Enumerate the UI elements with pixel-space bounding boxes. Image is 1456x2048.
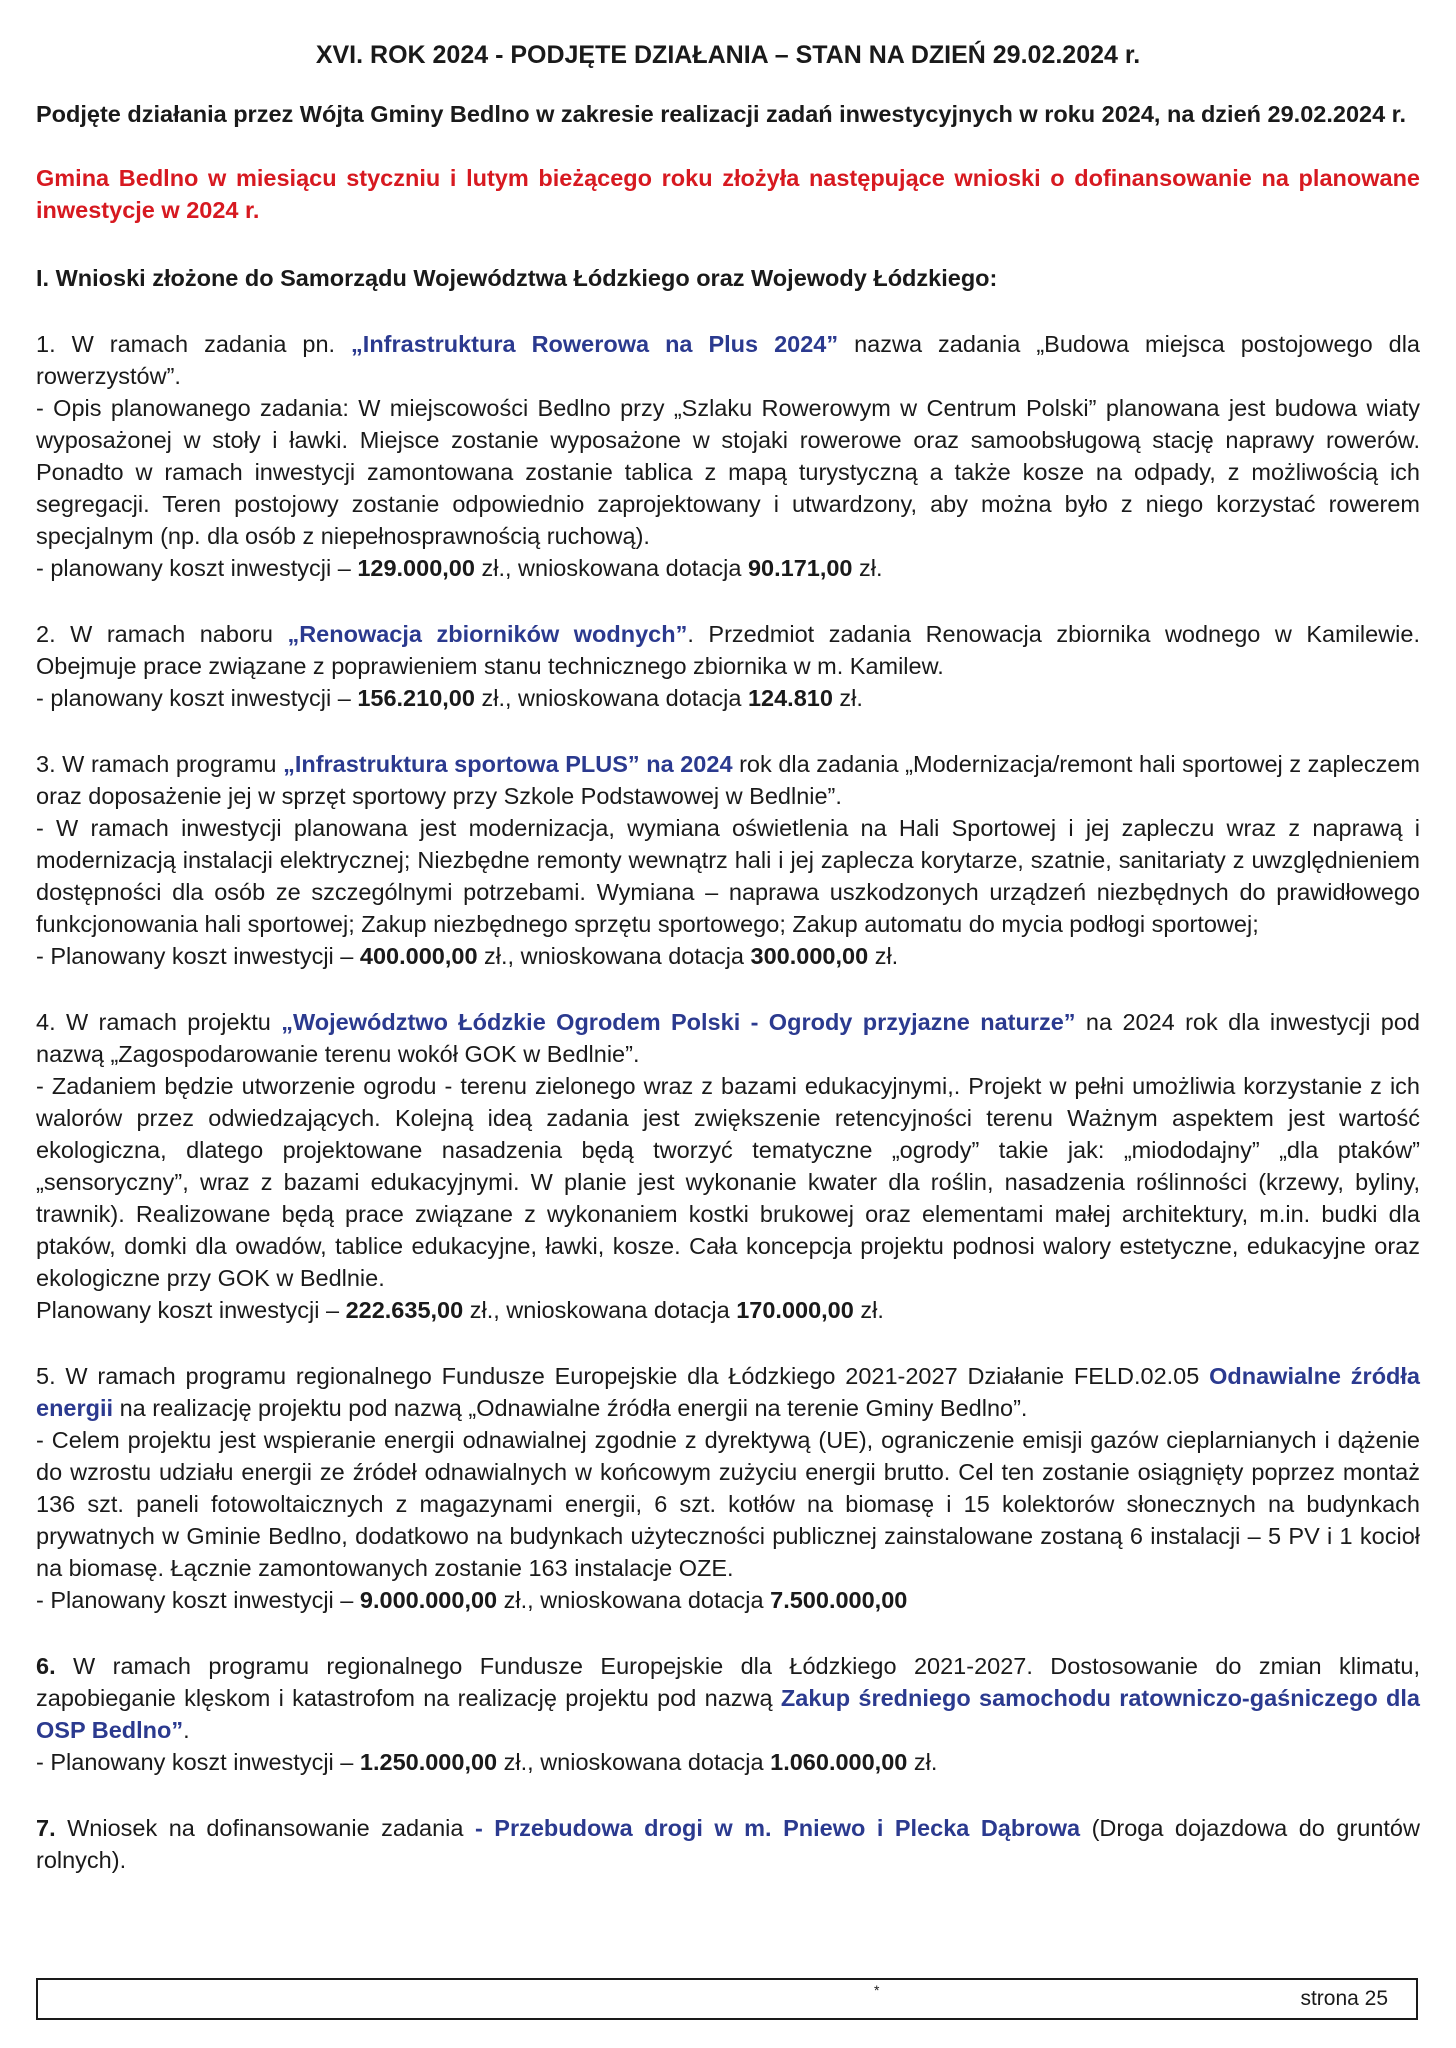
item-4-grant-value: 170.000,00 <box>736 1297 854 1323</box>
item-6-cost: - Planowany koszt inwestycji – 1.250.000,00 zł., wnioskowana dotacja 1.060.000,00 zł. <box>36 1749 938 1775</box>
footer-marker: * <box>874 1982 880 1998</box>
application-item-5 <box>36 1360 1420 1616</box>
item-3-program: „Infrastruktura sportowa PLUS” na 2024 <box>283 751 733 777</box>
item-2-grant-value: 124.810 <box>747 685 833 711</box>
item-4-title: 4. W ramach projektu „Województwo Łódzkie Ogrodem Polski - Ogrody przyjazne naturze” na 2024 rok dla inwestycji pod nazwą „Zagospodarowanie terenu wokół GOK w Bedlnie”. <box>36 1009 1421 1067</box>
item-1-title: 1. W ramach zadania pn. „Infrastruktura Rowerowa na Plus 2024” nazwa zadania „Budowa miejsca postojowego dla rowerzystów”. <box>36 331 1420 389</box>
page-number: strona 25 <box>1300 1987 1388 2010</box>
item-7-program: - Przebudowa drogi w m. Pniewo i Plecka Dąbrowa <box>474 1815 1081 1841</box>
item-7-title: 7. Wniosek na dofinansowanie zadania - Przebudowa drogi w m. Pniewo i Plecka Dąbrowa (Droga dojazdowa do gruntów rolnych). <box>36 1815 1420 1873</box>
item-3-title: 3. W ramach programu „Infrastruktura sportowa PLUS” na 2024 rok dla zadania „Modernizacja/remont hali sportowej z zapleczem oraz doposażenie jej w sprzęt sportowy przy Szkole Podstawowej w Bedlnie”. <box>36 751 1420 809</box>
item-6-title: 6. W ramach programu regionalnego Fundusze Europejskie dla Łódzkiego 2021-2027. Dostosowanie do zmian klimatu, zapobieganie klęskom i katastrofom na realizację projektu pod nazwą Zakup średniego samochodu ratowniczo-gaśniczego dla OSP Bedlno”. <box>36 1653 1420 1743</box>
page-title: XVI. ROK 2024 - PODJĘTE DZIAŁANIA – STAN NA DZIEŃ 29.02.2024 r. <box>315 41 1141 69</box>
item-4-cost-value: 222.635,00 <box>345 1297 464 1323</box>
item-1-description: - Opis planowanego zadania: W miejscowości Bedlno przy „Szlaku Rowerowym w Centrum Polski” planowana jest budowa wiaty wyposażonej w stoły i ławki. Miejsce zostanie wyposażone w stojaki rowerowe oraz samoobsługową stację naprawy rowerów. Ponadto w ramach inwestycji zamontowana zostanie tablica z mapą turystyczną a także kosze na odpady, z możliwością ich segregacji. Teren postojowy zostanie odpowiednio zaprojektowany i utwardzony, aby można było z niego korzystać rowerem specjalnym (np. dla osób z niepełnosprawnością ruchową). <box>36 395 1420 549</box>
item-1-cost-value: 129.000,00 <box>357 555 475 581</box>
item-2-program: „Renowacja zbiorników wodnych” <box>287 621 688 647</box>
item-1-program: „Infrastruktura Rowerowa na Plus 2024” <box>351 331 839 357</box>
application-item-7 <box>36 1812 1420 1876</box>
application-item-3 <box>36 748 1420 972</box>
item-2-cost: - planowany koszt inwestycji – 156.210,00 zł., wnioskowana dotacja 124.810 zł. <box>36 685 863 711</box>
application-item-2 <box>36 618 1420 714</box>
application-item-1 <box>36 328 1420 584</box>
item-7-number: 7. <box>36 1815 56 1841</box>
item-5-program: Odnawialne źródła energii <box>36 1363 1420 1421</box>
item-6-grant-value: 1.060.000,00 <box>770 1749 908 1775</box>
red-note: Gmina Bedlno w miesiącu styczniu i lutym bieżącego roku złożyła następujące wnioski o dofinansowanie na planowane inwestycje w 2024 r. <box>36 165 1420 223</box>
item-3-description: - W ramach inwestycji planowana jest modernizacja, wymiana oświetlenia na Hali Sportowej i jej zapleczu wraz z naprawą i modernizacją instalacji elektrycznej; Niezbędne remonty wewnątrz hali i jej zaplecza korytarze, szatnie, sanitariaty z uwzględnieniem dostępności dla osób ze szczególnymi potrzebami. Wymiana – naprawa uszkodzonych urządzeń niezbędnych do prawidłowego funkcjonowania hali sportowej; Zakup niezbędnego sprzętu sportowego; Zakup automatu do mycia podłogi sportowej; <box>36 815 1420 937</box>
section-heading: I. Wnioski złożone do Samorządu Województwa Łódzkiego oraz Wojewody Łódzkiego: <box>36 265 998 291</box>
item-5-title: 5. W ramach programu regionalnego Fundusze Europejskie dla Łódzkiego 2021-2027 Działanie FELD.02.05 Odnawialne źródła energii na realizację projektu pod nazwą „Odnawialne źródła energii na terenie Gminy Bedlno”. <box>36 1363 1420 1421</box>
item-3-cost: - Planowany koszt inwestycji – 400.000,00 zł., wnioskowana dotacja 300.000,00 zł. <box>36 943 899 969</box>
item-6-program: Zakup średniego samochodu ratowniczo-gaśniczego dla OSP Bedlno” <box>36 1685 1420 1743</box>
item-6-number: 6. <box>36 1653 56 1679</box>
item-1-cost: - planowany koszt inwestycji – 129.000,00 zł., wnioskowana dotacja 90.171,00 zł. <box>36 555 883 581</box>
item-6-cost-value: 1.250.000,00 <box>359 1749 498 1775</box>
item-5-grant-value: 7.500.000,00 <box>770 1587 908 1613</box>
application-item-6 <box>36 1650 1420 1778</box>
item-3-grant-value: 300.000,00 <box>750 943 869 969</box>
item-3-cost-value: 400.000,00 <box>359 943 478 969</box>
intro-paragraph: Podjęte działania przez Wójta Gminy Bedlno w zakresie realizacji zadań inwestycyjnych w roku 2024, na dzień 29.02.2024 r. <box>36 101 1407 127</box>
document-page <box>36 40 1420 1910</box>
application-item-4 <box>36 1006 1420 1326</box>
item-5-description: - Celem projektu jest wspieranie energii odnawialnej zgodnie z dyrektywą (UE), ograniczenie emisji gazów cieplarnianych i dążenie do wzrostu udziału energii ze źródeł odnawialnych w końcowym zużyciu energii brutto. Cel ten zostanie osiągnięty poprzez montaż 136 szt. paneli fotowoltaicznych z magazynami energii, 6 szt. kotłów na biomasę i 15 kolektorów słonecznych na budynkach prywatnych w Gminie Bedlno, dodatkowo na budynkach użyteczności publicznej zainstalowane zostaną 6 instalacji – 5 PV i 1 kocioł na biomasę. Łącznie zamontowanych zostanie 163 instalacje OZE. <box>36 1427 1420 1581</box>
page-footer <box>36 1978 1418 2020</box>
item-4-description: - Zadaniem będzie utworzenie ogrodu - terenu zielonego wraz z bazami edukacyjnymi,. Projekt w pełni umożliwia korzystanie z ich walorów przez odwiedzających. Kolejną ideą zadania jest zwiększenie retencyjności terenu Ważnym aspektem jest wartość ekologiczna, dlatego projektowane nasadzenia będą tworzyć tematyczne „ogrody” takie jak: „miododajny” „dla ptaków” „sensoryczny”, wraz z bazami edukacyjnymi. W planie jest wykonanie kwater dla roślin, nasadzenia roślinności (krzewy, byliny, trawnik). Realizowane będą prace związane z wykonaniem kostki brukowej oraz elementami małej architektury, m.in. budki dla ptaków, domki dla owadów, tablice edukacyjne, ławki, kosze. Cała koncepcja projektu podnosi walory estetyczne, edukacyjne oraz ekologiczne przy GOK w Bedlnie. <box>36 1073 1420 1291</box>
item-4-program: „Województwo Łódzkie Ogrodem Polski - Ogrody przyjazne naturze” <box>281 1009 1076 1035</box>
item-1-grant-value: 90.171,00 <box>747 555 853 581</box>
item-5-cost: - Planowany koszt inwestycji – 9.000.000,00 zł., wnioskowana dotacja 7.500.000,00 <box>36 1587 908 1613</box>
item-2-cost-value: 156.210,00 <box>357 685 475 711</box>
item-5-cost-value: 9.000.000,00 <box>359 1587 498 1613</box>
item-4-cost: Planowany koszt inwestycji – 222.635,00 zł., wnioskowana dotacja 170.000,00 zł. <box>36 1297 884 1323</box>
item-2-title: 2. W ramach naboru „Renowacja zbiorników wodnych”. Przedmiot zadania Renowacja zbiornika wodnego w Kamilewie. Obejmuje prace związane z poprawieniem stanu technicznego zbiornika w m. Kamilew. <box>36 621 1420 679</box>
